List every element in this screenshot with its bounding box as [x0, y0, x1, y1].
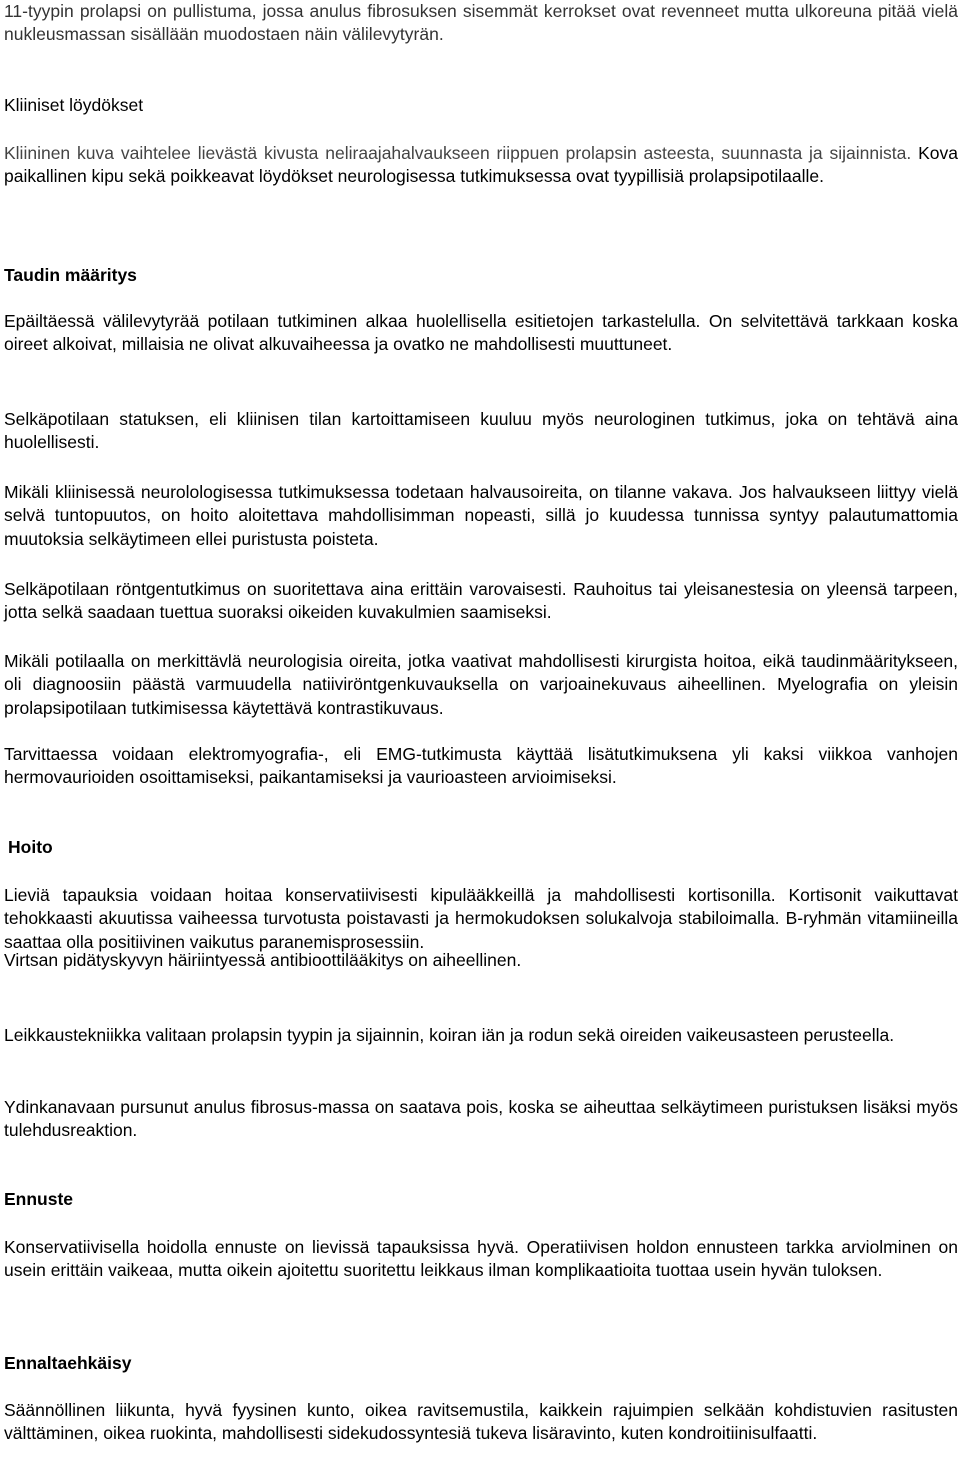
taudin-paragraph-1: Epäiltäessä välilevytyrää potilaan tutkiminen alkaa huolellisella esitietojen tarkastelulla. On selvitettävä tarkkaan koska oireet alkoivat, millaisia ne olivat alkuvaiheessa ja ovatko ne mahdollisesti muuttuneet. [4, 311, 958, 355]
hoito-paragraph-2: Virtsan pidätyskyvyn häiriintyessä antibioottilääkitys on aiheellinen. [4, 950, 522, 970]
hoito-paragraph-4: Ydinkanavaan pursunut anulus fibrosus-massa on saatava pois, koska se aiheuttaa selkäytimeen puristuksen lisäksi myös tulehdusreaktion. [4, 1097, 958, 1141]
kliiniset-paragraph-part-1: Kliininen kuva vaihtelee lievästä kivusta neliraajahalvaukseen riippuen prolapsin asteesta, suunnasta ja sijainnista. [4, 143, 912, 163]
section-heading-kliiniset: Kliiniset löydökset [4, 95, 144, 115]
kliiniset-paragraph [4, 142, 958, 189]
intro-paragraph: 11-tyypin prolapsi on pullistuma, jossa anulus fibrosuksen sisemmät kerrokset ovat revenneet mutta ulkoreuna pitää vielä nukleusmassan sisällään muodostaen näin välilevytyrän. [4, 1, 958, 45]
section-heading-ennaltaehkaisy: Ennaltaehkäisy [4, 1353, 132, 1373]
section-heading-ennuste: Ennuste [4, 1189, 74, 1209]
hoito-paragraph-1: Lieviä tapauksia voidaan hoitaa konservatiivisesti kipulääkkeillä ja mahdollisesti kortisonilla. Kortisonit vaikuttavat tehokkaasti akuutissa vaiheessa turvotusta poistavasti ja hermokudoksen solukalvoja stabiloimalla. B-ryhmän vitamiineilla saattaa olla positiivinen vaikutus paranemisprosessiin. [4, 885, 958, 952]
taudin-paragraph-2: Selkäpotilaan statuksen, eli kliinisen tilan kartoittamiseen kuuluu myös neurologinen tutkimus, joka on tehtävä aina huolellisesti. [4, 409, 958, 453]
taudin-paragraph-6: Tarvittaessa voidaan elektromyografia-, eli EMG-tutkimusta käyttää lisätutkimuksena yli kaksi viikkoa vanhojen hermovaurioiden osoittamiseksi, paikantamiseksi ja vaurioasteen arvioimiseksi. [4, 744, 958, 788]
taudin-paragraph-4: Selkäpotilaan röntgentutkimus on suoritettava aina erittäin varovaisesti. Rauhoitus tai yleisanestesia on yleensä tarpeen, jotta selkä saadaan tuettua suoraksi oikeiden kuvakulmien saamiseksi. [4, 579, 958, 623]
section-heading-hoito: Hoito [8, 837, 53, 857]
ennaltaehkaisy-paragraph: Säännöllinen liikunta, hyvä fyysinen kunto, oikea ravitsemustila, kaikkein rajuimpien selkään kohdistuvien rasitusten välttäminen, oikea ruokinta, mahdollisesti sidekudossyntesiä tukeva lisäravinto, kuten kondroitiinisulfaatti. [4, 1400, 958, 1444]
hoito-paragraph-3: Leikkaustekniikka valitaan prolapsin tyypin ja sijainnin, koiran iän ja rodun sekä oireiden vaikeusasteen perusteella. [4, 1025, 895, 1045]
ennuste-paragraph: Konservatiivisella hoidolla ennuste on lievissä tapauksissa hyvä. Operatiivisen holdon ennusteen tarkka arviolminen on usein erittäin vaikeaa, mutta oikein ajoitettu suoritettu leikkaus ilman komplikaatioita tuottaa usein hyvän tuloksen. [4, 1237, 958, 1281]
section-heading-taudin-maaritys: Taudin määritys [4, 265, 137, 285]
kliiniset-paragraph-part-2: Kova paikallinen kipu sekä poikkeavat löydökset neurologisessa tutkimuksessa ovat tyypillisiä prolapsipotilaalle. [4, 143, 958, 187]
taudin-paragraph-5: Mikäli potilaalla on merkittävlä neurologisia oireita, jotka vaativat mahdollisesti kirurgista hoitoa, eikä taudinmääritykseen, oli diagnoosiin päästä varmuudella natiiviröntgenkuvauksella on varjoainekuvaus aiheellinen. Myelografia on yleisin prolapsipotilaan tutkimisessa käytettävä kontrastikuvaus. [4, 651, 958, 718]
taudin-paragraph-3: Mikäli kliinisessä neurolologisessa tutkimuksessa todetaan halvausoireita, on tilanne vakava. Jos halvaukseen liittyy vielä selvä tuntopuutos, on hoito aloitettava mahdollisimman nopeasti, sillä jo kuudessa tunnissa syntyy palautumattomia muutoksia selkäytimeen ellei puristusta poisteta. [4, 482, 958, 549]
